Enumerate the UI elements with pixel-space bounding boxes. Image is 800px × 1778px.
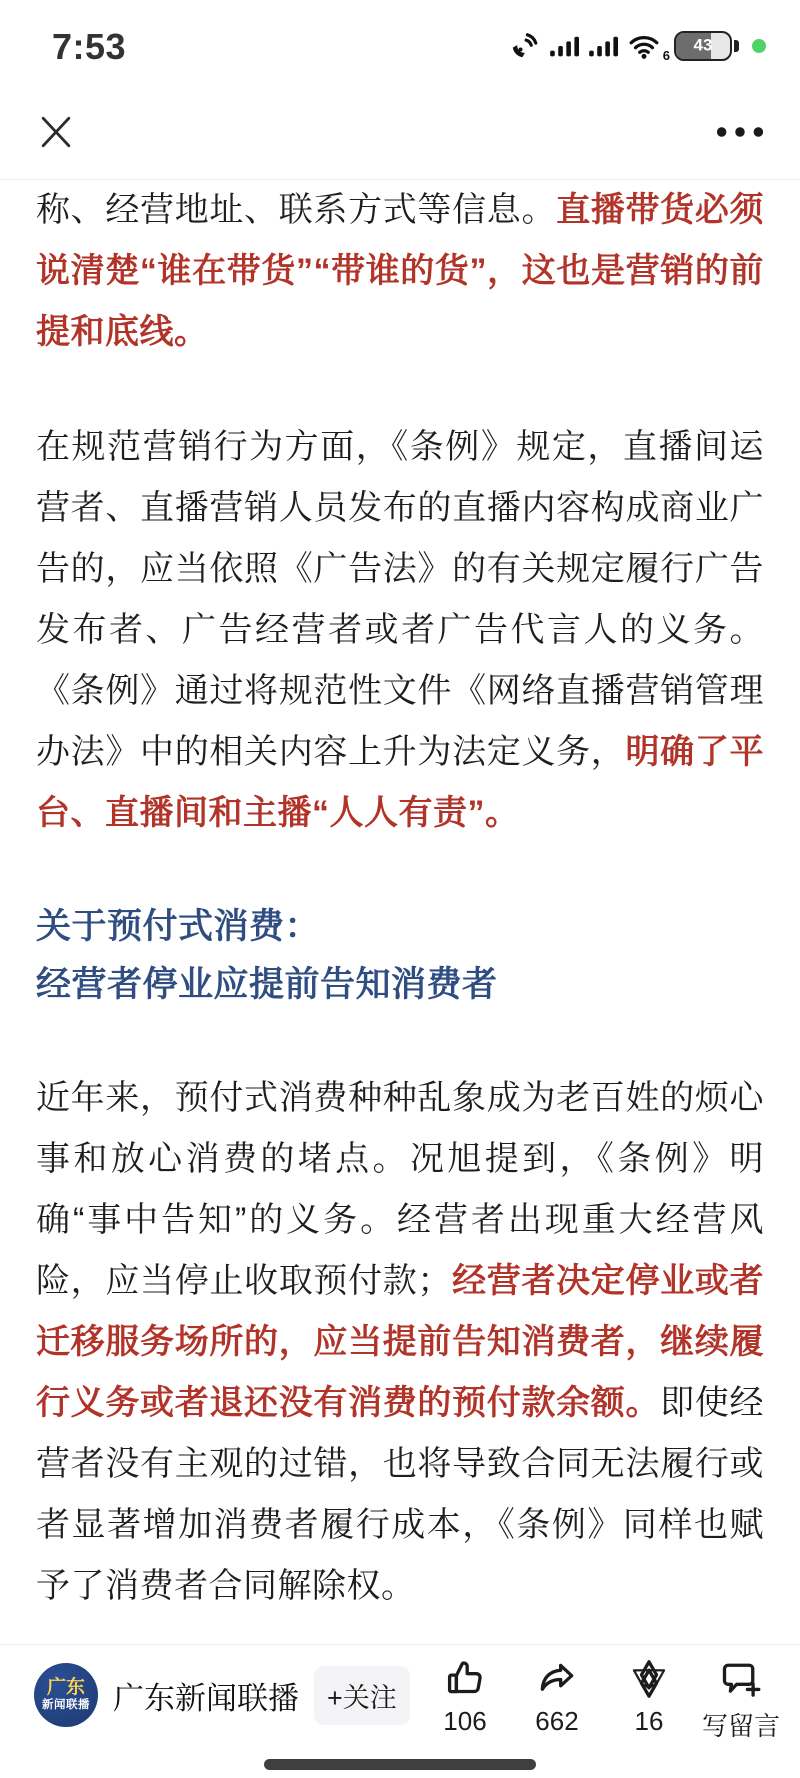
wow-icon [627, 1657, 671, 1701]
section-heading-line1: 关于预付式消费： [36, 907, 321, 946]
paragraph-emphasis: 明确了平台、直播间和主播“人人有责”。 [36, 733, 765, 832]
comment-icon [719, 1657, 763, 1701]
thumbs-up-icon [443, 1657, 487, 1701]
battery-indicator [670, 31, 739, 61]
comment-label: 写留言 [702, 1711, 781, 1741]
publisher-logo-text-top: 广东 [46, 1677, 85, 1698]
publisher-block [34, 1657, 410, 1733]
publisher-name[interactable]: 广东新闻联播 [113, 1680, 299, 1716]
cellular-signal-icon [549, 31, 579, 61]
nav-bar [0, 88, 800, 180]
share-button[interactable] [526, 1657, 588, 1737]
publisher-logo[interactable] [34, 1663, 98, 1727]
wow-button[interactable] [618, 1657, 680, 1737]
like-button[interactable] [434, 1657, 496, 1737]
green-status-dot [752, 39, 766, 53]
battery-percent: 43 [693, 35, 713, 55]
paragraph-text: 即使经营者没有主观的过错，也将导致合同无法履行或者显著增加消费者履行成本，《条例》同样也赋予了消费者合同解除权。 [36, 1384, 765, 1605]
paragraph-3 [36, 1068, 764, 1617]
like-count: 106 [443, 1706, 487, 1736]
more-icon [714, 125, 766, 142]
follow-button[interactable]: +关注 [314, 1666, 410, 1725]
status-time: 7:53 [52, 26, 127, 67]
paragraph-emphasis: 经营者决定停业或者迁移服务场所的，应当提前告知消费者，继续履行义务或者退还没有消费的预付款余额。 [36, 1262, 765, 1422]
wifi-icon [627, 31, 670, 63]
share-count: 662 [535, 1706, 579, 1736]
action-bar [434, 1657, 781, 1743]
paragraph-1 [36, 180, 764, 363]
section-heading [36, 898, 764, 1014]
publisher-logo-text-bottom: 新闻联播 [42, 1699, 90, 1711]
wifi6-label: 6 [662, 48, 670, 63]
satellite-icon [508, 30, 540, 62]
close-button[interactable] [30, 106, 82, 161]
wow-count: 16 [634, 1706, 664, 1736]
footer-bar [0, 1644, 800, 1778]
status-bar [0, 0, 800, 88]
paragraph-text: 在规范营销行为方面，《条例》规定，直播间运营者、直播营销人员发布的直播内容构成商业广告的，应当依照《广告法》的有关规定履行广告发布者、广告经营者或者广告代言人的义务。《条例》通过将规范性文件《网络直播营销管理办法》中的相关内容上升为法定义务， [36, 428, 764, 771]
status-icons [508, 28, 766, 64]
paragraph-emphasis: 直播带货必须说清楚“谁在带货”“带谁的货”，这也是营销的前提和底线。 [36, 191, 764, 351]
home-indicator[interactable] [264, 1759, 536, 1770]
close-icon [34, 110, 78, 157]
paragraph-text: 称、经营地址、联系方式等信息。 [36, 191, 557, 229]
battery-nub [734, 40, 739, 52]
comment-button[interactable] [702, 1657, 781, 1743]
share-icon [535, 1657, 579, 1701]
section-heading-line2: 经营者停业应提前告知消费者 [36, 965, 498, 1004]
paragraph-text: 近年来，预付式消费种种乱象成为老百姓的烦心事和放心消费的堵点。况旭提到，《条例》明确“事中告知”的义务。经营者出现重大经营风险，应当停止收取预付款； [36, 1079, 764, 1300]
paragraph-2 [36, 417, 764, 844]
more-button[interactable] [710, 121, 770, 146]
article-body [0, 180, 800, 1617]
cellular-signal-icon-2 [588, 31, 618, 61]
